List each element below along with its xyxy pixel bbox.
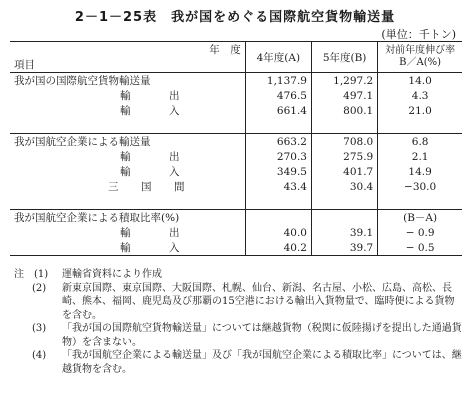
- note-text: 「我が国航空企業による輸送量」及び「我が国航空企業による積取比率」については、継越貨物を含む。: [62, 350, 462, 375]
- header-corner-item: 項目: [14, 59, 35, 71]
- cell-rate: 14.0: [378, 73, 462, 89]
- cell-fy4: 43.4: [245, 179, 311, 194]
- table-row: [10, 210, 462, 226]
- header-corner-fiscal-year: 年 度: [10, 42, 245, 58]
- cell-fy5: 800.1: [311, 103, 377, 118]
- table-row: [10, 149, 462, 164]
- cell-rate: 4.3: [378, 88, 462, 103]
- table-row: [10, 88, 462, 103]
- table-title: 2－1－25表 我が国をめぐる国際航空貨物輸送量: [74, 10, 396, 25]
- cell-fy5: 39.7: [311, 240, 377, 256]
- header-row: [10, 42, 462, 58]
- cell-fy5: 497.1: [311, 88, 377, 103]
- note-text: 「我が国の国際航空貨物輸送量」については継越貨物（税関に仮陸揚げを提出した通過貨物）を含まない。: [62, 323, 462, 348]
- cell-fy5: 275.9: [311, 149, 377, 164]
- cell-fy4: 1,137.9: [245, 73, 311, 89]
- notes: [14, 268, 462, 376]
- cell-rate: 14.9: [378, 164, 462, 179]
- cell-fy4: 661.4: [245, 103, 311, 118]
- table-row: [10, 134, 462, 150]
- cell-rate: −30.0: [378, 179, 462, 194]
- unit-label: (単位：千トン): [381, 28, 456, 41]
- cell-fy4: 663.2: [245, 134, 311, 150]
- row-label: 輸 入: [120, 105, 194, 117]
- note-item: [14, 268, 462, 282]
- cell-rate: (B－A): [378, 210, 462, 226]
- cell-fy4: 476.5: [245, 88, 311, 103]
- table-row: [10, 225, 462, 240]
- table-row: [10, 179, 462, 194]
- header-fy4: 4年度(A): [245, 42, 311, 73]
- row-label: 我が国の国際航空貨物輸送量: [10, 73, 245, 89]
- cell-rate: 21.0: [378, 103, 462, 118]
- cargo-table: [10, 41, 462, 256]
- cell-rate: 6.8: [378, 134, 462, 150]
- note-number: (2): [32, 282, 47, 294]
- header-fy5: 5年度(B): [311, 42, 377, 73]
- table-row: [10, 240, 462, 256]
- table-row: [10, 103, 462, 118]
- header-rate: [378, 42, 462, 73]
- note-text: 新東京国際、東京国際、大阪国際、札幌、仙台、新潟、名古屋、小松、広島、高松、長崎、熊本、福岡、鹿児島及び那覇の15空港における輸出入貨物量で、臨時便による貨物を含む。: [62, 282, 455, 321]
- note-item: [14, 322, 462, 349]
- row-label: 輸 入: [120, 166, 194, 178]
- cell-fy5: 1,297.2: [311, 73, 377, 89]
- note-number: (4): [32, 350, 47, 361]
- cell-fy4: 40.2: [245, 240, 311, 256]
- cell-fy4: [245, 210, 311, 226]
- row-label: 輸 入: [10, 240, 245, 256]
- cell-rate: − 0.9: [378, 225, 462, 240]
- row-label: 我が国航空企業による積取比率(%): [10, 210, 245, 226]
- cell-rate: − 0.5: [378, 240, 462, 256]
- cell-fy5: 708.0: [311, 134, 377, 150]
- note-item: [14, 282, 462, 323]
- cell-fy4: 40.0: [245, 225, 311, 240]
- header-rate-line1: 対前年度伸び率: [385, 45, 456, 56]
- header-rate-line2: B／A(%): [399, 57, 442, 68]
- note-item: [14, 349, 462, 376]
- cell-fy4: 270.3: [245, 149, 311, 164]
- cell-fy4: 349.5: [245, 164, 311, 179]
- row-label: 三 国 間: [108, 181, 191, 193]
- cell-fy5: 401.7: [311, 164, 377, 179]
- cell-fy5: 39.1: [311, 225, 377, 240]
- row-label: 輸 出: [120, 151, 194, 163]
- row-label: 輸 出: [120, 227, 194, 239]
- cell-rate: 2.1: [378, 149, 462, 164]
- row-label: 輸 出: [120, 90, 194, 102]
- table-row: [10, 73, 462, 89]
- row-label: 我が国航空企業による輸送量: [10, 134, 245, 150]
- note-text: 運輸省資料により作成: [62, 269, 162, 280]
- cell-fy5: 30.4: [311, 179, 377, 194]
- note-number: (3): [32, 323, 47, 334]
- table-row: [10, 164, 462, 179]
- note-number: 注 (1): [14, 269, 49, 280]
- cell-fy5: [311, 210, 377, 226]
